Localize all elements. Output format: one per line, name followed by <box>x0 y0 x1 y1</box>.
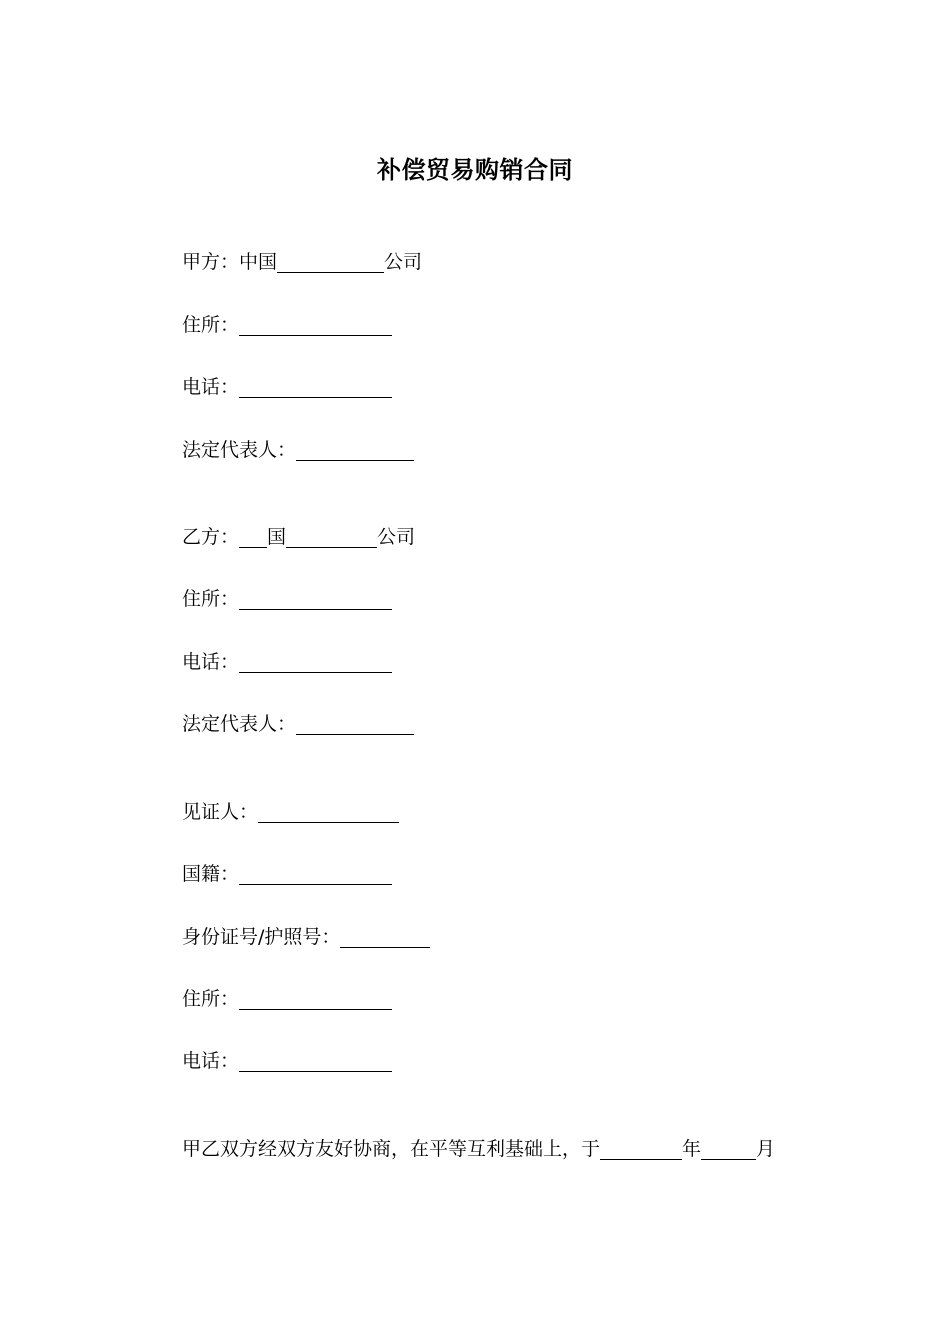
witness-nationality-label: 国籍： <box>182 863 240 885</box>
clause-month-blank[interactable] <box>701 1137 756 1160</box>
witness-address-label: 住所： <box>182 988 240 1010</box>
party-a-name-blank[interactable] <box>277 250 384 273</box>
party-b-phone-blank[interactable] <box>239 650 392 673</box>
witness-nationality-blank[interactable] <box>239 862 392 885</box>
party-b-address-blank[interactable] <box>239 587 392 610</box>
party-a-phone-line <box>182 373 392 401</box>
party-a-name-suffix: 公司 <box>384 251 423 273</box>
witness-address-blank[interactable] <box>239 987 392 1010</box>
party-b-phone-label: 电话： <box>182 651 240 673</box>
party-b-rep-label: 法定代表人： <box>182 713 297 735</box>
party-a-address-label: 住所： <box>182 314 240 336</box>
party-a-phone-blank[interactable] <box>239 375 392 398</box>
party-b-name-suffix: 公司 <box>377 526 416 548</box>
witness-phone-line <box>182 1047 392 1075</box>
party-b-address-line <box>182 585 392 613</box>
document-title: 补偿贸易购销合同 <box>377 155 573 184</box>
party-a-address-blank[interactable] <box>239 313 392 336</box>
party-b-name-mid: 国 <box>267 526 287 548</box>
witness-name-label: 见证人： <box>182 801 259 823</box>
party-b-name-blank[interactable] <box>286 525 377 548</box>
clause-year-blank[interactable] <box>600 1137 682 1160</box>
party-a-name-prefix: 中国 <box>239 251 278 273</box>
party-a-name-line <box>182 248 422 276</box>
witness-nationality-line <box>182 860 392 888</box>
party-b-name-line <box>182 523 415 551</box>
party-b-label: 乙方： <box>182 526 240 548</box>
party-b-address-label: 住所： <box>182 588 240 610</box>
party-a-label: 甲方： <box>182 251 240 273</box>
witness-id-label: 身份证号/护照号： <box>182 926 341 948</box>
clause-month-label: 月 <box>756 1138 776 1160</box>
clause-line <box>182 1135 775 1163</box>
party-a-rep-label: 法定代表人： <box>182 439 297 461</box>
witness-phone-label: 电话： <box>182 1050 240 1072</box>
witness-name-line <box>182 798 399 826</box>
witness-id-line <box>182 923 430 951</box>
witness-phone-blank[interactable] <box>239 1049 392 1072</box>
witness-id-blank[interactable] <box>340 925 430 948</box>
party-b-rep-blank[interactable] <box>296 712 414 735</box>
party-a-address-line <box>182 311 392 339</box>
witness-name-blank[interactable] <box>258 800 399 823</box>
clause-year-label: 年 <box>682 1138 702 1160</box>
party-a-rep-line <box>182 436 414 464</box>
witness-address-line <box>182 985 392 1013</box>
party-b-rep-line <box>182 710 414 738</box>
party-b-phone-line <box>182 648 392 676</box>
party-b-country-blank[interactable] <box>239 525 267 548</box>
party-a-rep-blank[interactable] <box>296 438 414 461</box>
clause-text: 甲乙双方经双方友好协商，在平等互利基础上，于 <box>182 1138 601 1160</box>
party-a-phone-label: 电话： <box>182 376 240 398</box>
